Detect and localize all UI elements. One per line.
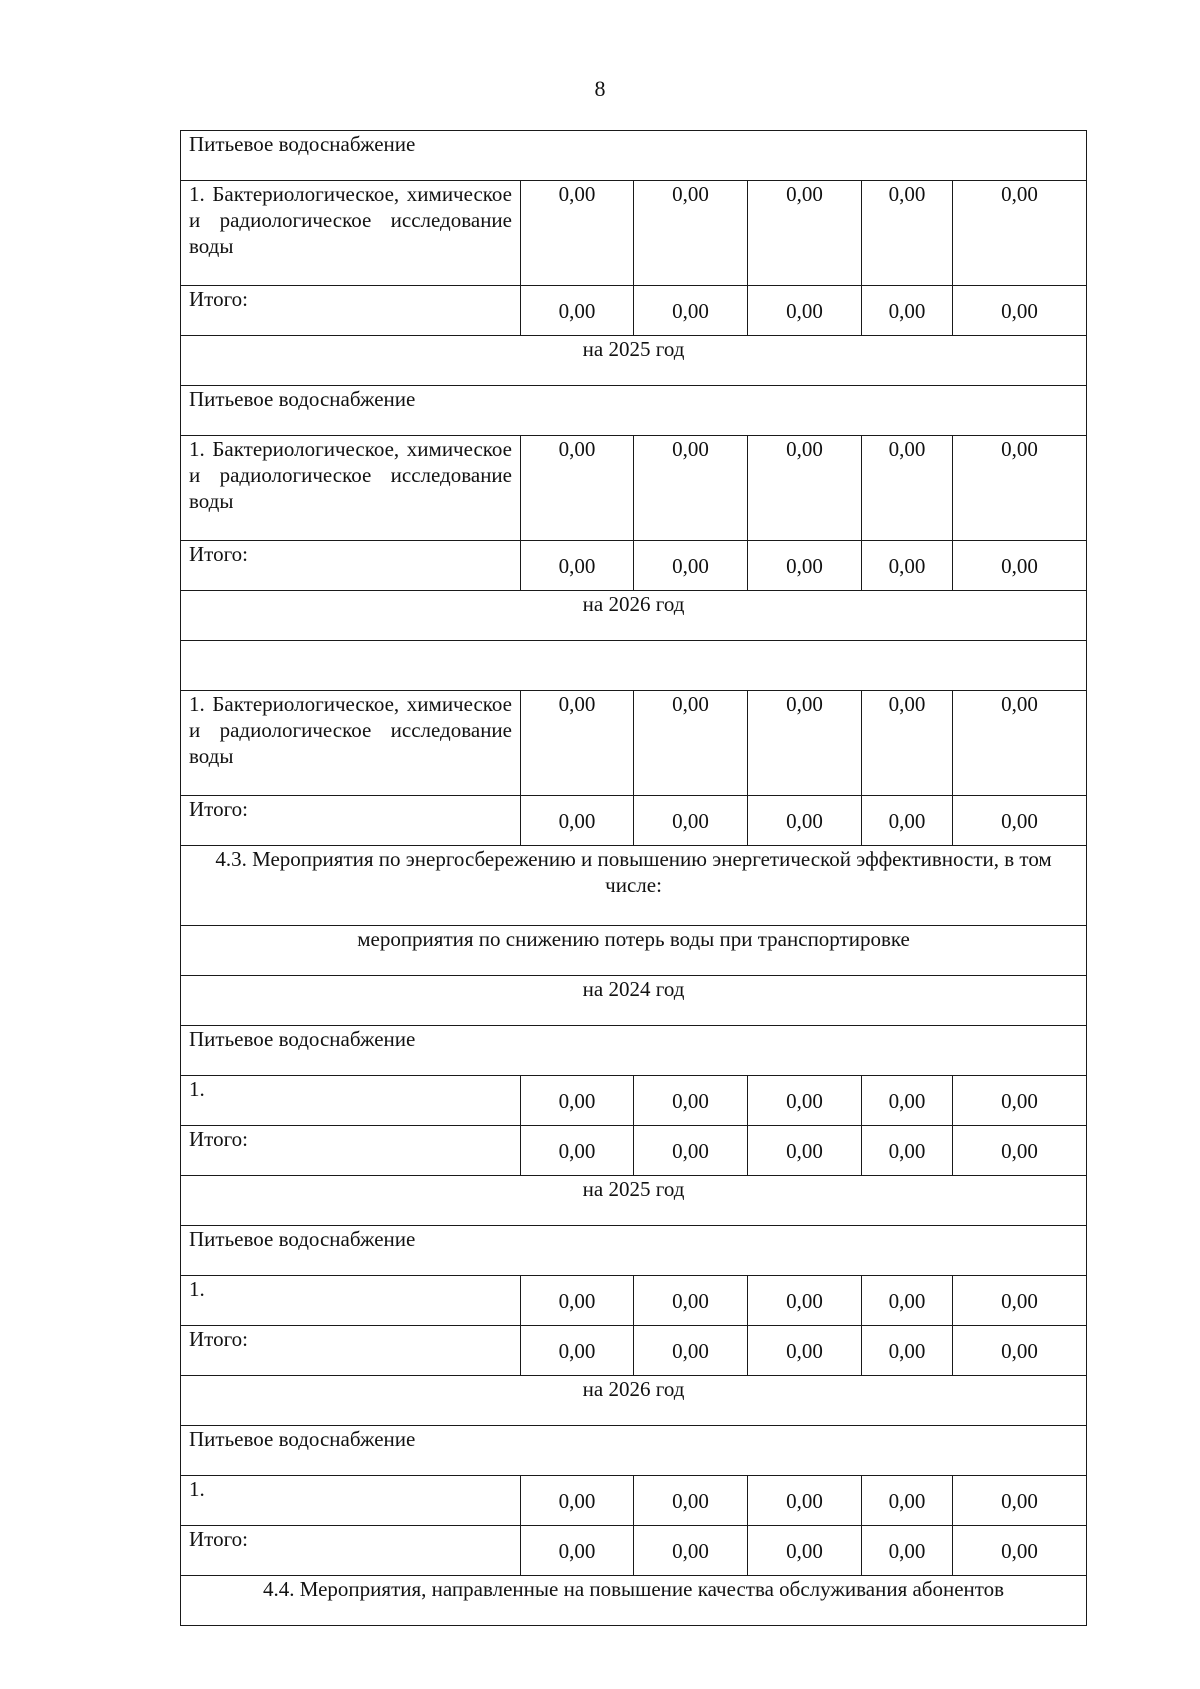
value-cell: 0,00 [521,286,634,336]
table-row [181,976,1087,1026]
value-cell: 0,00 [748,436,862,541]
table-row [181,131,1087,181]
value-cell: 0,00 [634,1476,748,1526]
table-row [181,1326,1087,1376]
value-cell: 0,00 [634,796,748,846]
group-label: Питьевое водоснабжение [181,1426,1087,1476]
table-row [181,1576,1087,1626]
table-row [181,1426,1087,1476]
group-label: Питьевое водоснабжение [181,1026,1087,1076]
value-cell: 0,00 [748,1126,862,1176]
value-cell: 0,00 [862,1326,953,1376]
table-row [181,1026,1087,1076]
section-heading: 4.4. Мероприятия, направленные на повышение качества обслуживания абонентов [181,1576,1087,1626]
table-row [181,541,1087,591]
item-name: 1. Бактериологическое, химическое и радиологическое исследование воды [181,691,521,796]
value-cell: 0,00 [953,1326,1087,1376]
value-cell: 0,00 [521,1126,634,1176]
total-label: Итого: [181,541,521,591]
table-row [181,286,1087,336]
table-row [181,336,1087,386]
value-cell: 0,00 [953,1476,1087,1526]
total-label: Итого: [181,1326,521,1376]
total-label: Итого: [181,1126,521,1176]
item-name: 1. [181,1476,521,1526]
value-cell: 0,00 [634,1126,748,1176]
value-cell: 0,00 [521,1076,634,1126]
table-row [181,1376,1087,1426]
year-header: на 2025 год [181,1176,1087,1226]
value-cell: 0,00 [862,1076,953,1126]
value-cell: 0,00 [953,1276,1087,1326]
value-cell: 0,00 [862,691,953,796]
value-cell: 0,00 [862,286,953,336]
value-cell: 0,00 [953,436,1087,541]
year-header: на 2026 год [181,591,1087,641]
total-label: Итого: [181,286,521,336]
page-number: 8 [594,76,606,101]
value-cell: 0,00 [634,1526,748,1576]
value-cell: 0,00 [634,691,748,796]
table-row [181,691,1087,796]
group-label: Питьевое водоснабжение [181,1226,1087,1276]
measures-table [180,130,1087,1626]
value-cell: 0,00 [953,1126,1087,1176]
value-cell: 0,00 [862,1126,953,1176]
table-row [181,591,1087,641]
table-row [181,846,1087,926]
value-cell: 0,00 [521,691,634,796]
value-cell: 0,00 [953,1526,1087,1576]
value-cell: 0,00 [521,1526,634,1576]
empty-group-label [181,641,1087,691]
year-header: на 2024 год [181,976,1087,1026]
item-name: 1. Бактериологическое, химическое и радиологическое исследование воды [181,181,521,286]
group-label: Питьевое водоснабжение [181,386,1087,436]
table-row [181,1126,1087,1176]
value-cell: 0,00 [634,541,748,591]
year-header: на 2026 год [181,1376,1087,1426]
value-cell: 0,00 [748,691,862,796]
year-header: на 2025 год [181,336,1087,386]
value-cell: 0,00 [862,1476,953,1526]
item-name: 1. [181,1276,521,1326]
total-label: Итого: [181,1526,521,1576]
item-name: 1. Бактериологическое, химическое и радиологическое исследование воды [181,436,521,541]
value-cell: 0,00 [862,436,953,541]
table-row [181,436,1087,541]
group-label: Питьевое водоснабжение [181,131,1087,181]
value-cell: 0,00 [862,181,953,286]
table-row [181,1176,1087,1226]
value-cell: 0,00 [748,796,862,846]
value-cell: 0,00 [953,1076,1087,1126]
value-cell: 0,00 [953,796,1087,846]
value-cell: 0,00 [521,1476,634,1526]
value-cell: 0,00 [634,1276,748,1326]
value-cell: 0,00 [521,181,634,286]
value-cell: 0,00 [634,286,748,336]
value-cell: 0,00 [748,1476,862,1526]
value-cell: 0,00 [521,436,634,541]
section-heading: 4.3. Мероприятия по энергосбережению и повышению энергетической эффективности, в том числе: [181,846,1087,926]
table-row [181,1476,1087,1526]
value-cell: 0,00 [748,181,862,286]
value-cell: 0,00 [862,541,953,591]
value-cell: 0,00 [521,541,634,591]
value-cell: 0,00 [862,796,953,846]
table-row [181,641,1087,691]
table-row [181,1076,1087,1126]
value-cell: 0,00 [953,286,1087,336]
value-cell: 0,00 [953,181,1087,286]
table-row [181,1226,1087,1276]
item-name: 1. [181,1076,521,1126]
value-cell: 0,00 [634,1326,748,1376]
value-cell: 0,00 [634,1076,748,1126]
value-cell: 0,00 [862,1526,953,1576]
value-cell: 0,00 [748,286,862,336]
value-cell: 0,00 [521,796,634,846]
table-row [181,1526,1087,1576]
value-cell: 0,00 [634,181,748,286]
subsection-heading: мероприятия по снижению потерь воды при транспортировке [181,926,1087,976]
value-cell: 0,00 [748,1326,862,1376]
value-cell: 0,00 [521,1326,634,1376]
value-cell: 0,00 [953,691,1087,796]
value-cell: 0,00 [634,436,748,541]
table-row [181,926,1087,976]
table-row [181,386,1087,436]
table-row [181,796,1087,846]
value-cell: 0,00 [748,1276,862,1326]
table-row [181,181,1087,286]
value-cell: 0,00 [953,541,1087,591]
value-cell: 0,00 [748,1526,862,1576]
value-cell: 0,00 [748,1076,862,1126]
value-cell: 0,00 [862,1276,953,1326]
total-label: Итого: [181,796,521,846]
value-cell: 0,00 [748,541,862,591]
value-cell: 0,00 [521,1276,634,1326]
table-row [181,1276,1087,1326]
